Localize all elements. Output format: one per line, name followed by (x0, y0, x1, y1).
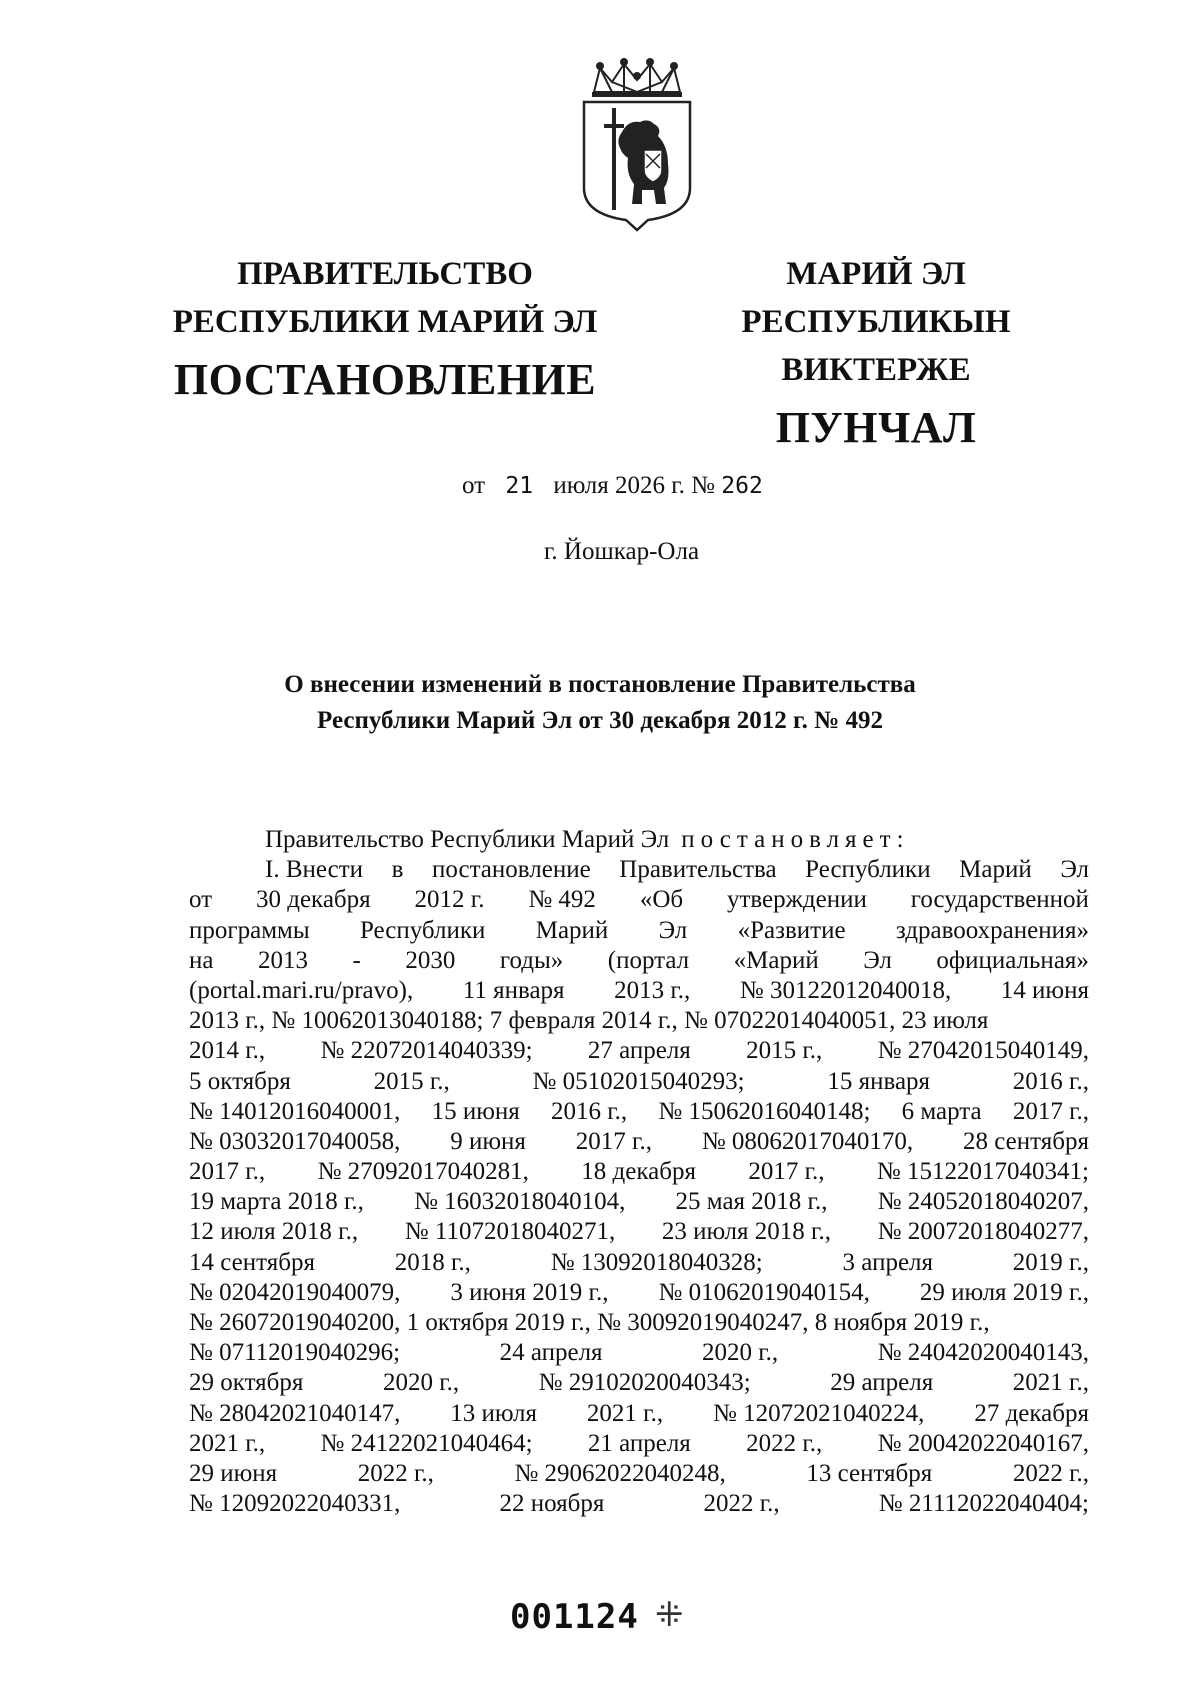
body-line (189, 1036, 1089, 1066)
document-body (189, 825, 1089, 1519)
body-word: № 29102020040343; (538, 1369, 751, 1397)
body-word: 2017 г., (575, 1127, 652, 1155)
body-word: Эл (1060, 856, 1089, 884)
body-word: № 14012016040001, (189, 1097, 401, 1125)
body-line (189, 1429, 1089, 1459)
body-word: 2022 г., (703, 1490, 780, 1518)
body-word: 29 июня (189, 1459, 278, 1487)
body-word: 11 января (462, 976, 565, 1004)
body-line (189, 946, 1089, 976)
body-word: - (352, 946, 361, 974)
body-word: 3 апреля (842, 1248, 934, 1276)
body-word: 2021 г., (586, 1399, 664, 1427)
body-line (189, 1157, 1089, 1187)
body-line (189, 916, 1089, 946)
body-word: в (391, 856, 404, 884)
body-word: 2017 г., (189, 1158, 266, 1186)
stamp-mark-icon: ⁜ (655, 1597, 684, 1634)
body-word: 2017 г., (748, 1158, 825, 1186)
body-word: программы (189, 916, 310, 944)
header-right (656, 250, 1096, 458)
body-word: 2015 г., (373, 1067, 450, 1095)
body-word: 5 октября (189, 1067, 291, 1095)
body-line (189, 1097, 1089, 1127)
body-word: № 01062019040154, (658, 1278, 870, 1306)
org-name-mari-line2: ВИКТЕРЖЕ (781, 352, 971, 388)
body-word: официальная» (936, 946, 1089, 974)
body-word: № 22072014040339; (320, 1037, 533, 1065)
body-word: 15 июня (431, 1097, 520, 1125)
body-word: «Развитие (737, 916, 846, 944)
body-line (189, 1338, 1089, 1368)
body-word: 27 апреля (587, 1037, 691, 1065)
body-line (189, 1217, 1089, 1247)
body-word: № 16032018040104, (414, 1188, 626, 1216)
body-word: 2013 г., (614, 976, 691, 1004)
body-word: № 492 (528, 886, 596, 914)
document-city: г. Йошкар-Ола (544, 538, 700, 565)
body-word: 2019 г., (1012, 1248, 1089, 1276)
body-word: № 15122017040341; (876, 1158, 1089, 1186)
body-word: 2014 г., (189, 1037, 266, 1065)
body-word: 2013 г., № 10062013040188; 7 февраля 2014 г., № 07022014040051, 23 июля (189, 1007, 989, 1035)
body-word: 3 июня 2019 г., (450, 1278, 609, 1306)
body-word: № 28042021040147, (189, 1399, 401, 1427)
serial-number: 001124 (510, 1597, 639, 1637)
body-line (189, 1308, 1089, 1338)
body-paragraph (189, 855, 1089, 1519)
body-word: 22 ноября (499, 1490, 605, 1518)
org-name-mari-line1: МАРИЙ ЭЛ РЕСПУБЛИКЫН (741, 256, 1011, 340)
body-word: № 12072021040224, (713, 1399, 925, 1427)
body-word: 12 июля 2018 г., (189, 1218, 359, 1246)
doc-type-mari: ПУНЧАЛ (775, 403, 977, 452)
body-word: (portal.mari.ru/pravo), (189, 976, 414, 1004)
body-word: 29 октября (189, 1369, 304, 1397)
title-line-2: Республики Марий Эл от 30 декабря 2012 г. № 492 (317, 707, 883, 734)
body-word: 2018 г., (394, 1248, 471, 1276)
body-word: Республики (359, 916, 486, 944)
body-line (189, 1489, 1089, 1519)
date-day: 21 (505, 473, 534, 499)
document-title (200, 667, 1000, 739)
body-word: № 24042020040143, (877, 1339, 1089, 1367)
body-word: 2021 г., (1012, 1369, 1089, 1397)
body-word: (портал (607, 946, 690, 974)
body-word: 6 марта (901, 1097, 982, 1125)
body-word: 2012 г. (414, 886, 485, 914)
body-word: 29 июля 2019 г., (919, 1278, 1089, 1306)
body-intro (189, 825, 1089, 855)
intro-verb: постановляет: (681, 826, 910, 853)
body-word: 2016 г., (550, 1097, 628, 1125)
body-word: 28 сентября (963, 1127, 1089, 1155)
body-word: 2015 г., (746, 1037, 823, 1065)
body-word: 9 июня (450, 1127, 526, 1155)
body-word: № 07112019040296; (189, 1339, 401, 1367)
body-word: здравоохранения» (895, 916, 1089, 944)
body-word: № 05102015040293; (532, 1067, 745, 1095)
document-date (462, 472, 763, 500)
body-word: № 03032017040058, (189, 1127, 401, 1155)
doc-type-ru: ПОСТАНОВЛЕНИЕ (173, 355, 597, 404)
body-line (189, 1127, 1089, 1157)
body-line (189, 855, 1089, 885)
date-prefix: от (462, 472, 486, 499)
body-line (189, 885, 1089, 915)
body-word: № 26072019040200, 1 октября 2019 г., № 30092019040247, 8 ноября 2019 г., (189, 1309, 990, 1336)
body-line (189, 1459, 1089, 1489)
body-word: Марий (535, 916, 609, 944)
body-word: № 20072018040277, (877, 1218, 1089, 1246)
body-word: Правительства (619, 856, 777, 884)
body-line (189, 1006, 1089, 1036)
body-word: 2022 г., (357, 1459, 434, 1487)
body-word: утверждении (726, 886, 867, 914)
body-word: 2016 г., (1012, 1067, 1089, 1095)
body-word: № 02042019040079, (189, 1278, 401, 1306)
body-word: № 15062016040148; (658, 1097, 871, 1125)
body-word: 2013 (257, 946, 308, 974)
body-word: 2022 г., (1012, 1459, 1089, 1487)
body-word: 14 июня (1000, 976, 1089, 1004)
body-word: № 27042015040149, (877, 1037, 1089, 1065)
body-word: I. Внести (265, 856, 363, 884)
body-word: годы» (499, 946, 564, 974)
body-word: постановление (431, 856, 591, 884)
body-word: Эл (863, 946, 892, 974)
body-word: государственной (910, 886, 1089, 914)
body-word: 23 июля 2018 г., (661, 1218, 831, 1246)
body-word: Марий (959, 856, 1032, 884)
intro-text: Правительство Республики Марий Эл (265, 826, 670, 853)
body-word: «Об (639, 886, 684, 914)
body-word: 15 января (827, 1067, 931, 1095)
body-word: 2021 г., (189, 1429, 266, 1457)
coat-of-arms-icon (572, 58, 702, 238)
body-word: № 11072018040271, (404, 1218, 616, 1246)
body-word: 14 сентября (189, 1248, 315, 1276)
body-line (189, 1278, 1089, 1308)
body-line (189, 1067, 1089, 1097)
body-word: № 24052018040207, (877, 1188, 1089, 1216)
body-word: № 27092017040281, (317, 1158, 529, 1186)
body-word: 21 апреля (587, 1429, 691, 1457)
body-word: № 21112022040404; (878, 1490, 1089, 1518)
body-word: 27 декабря (974, 1399, 1089, 1427)
body-word: «Марий (733, 946, 819, 974)
body-word: 19 марта 2018 г., (189, 1188, 364, 1216)
body-word: 2030 (405, 946, 456, 974)
body-line (189, 1187, 1089, 1217)
org-name-ru-line2: РЕСПУБЛИКИ МАРИЙ ЭЛ (172, 304, 598, 340)
body-word: № 13092018040328; (550, 1248, 763, 1276)
header-left (170, 250, 600, 410)
body-word: 2020 г., (702, 1339, 779, 1367)
body-word: № 30122012040018, (739, 976, 952, 1004)
body-line (189, 1248, 1089, 1278)
body-word: 2017 г., (1012, 1097, 1089, 1125)
title-line-1: О внесении изменений в постановление Правительства (284, 671, 916, 698)
body-line (189, 1399, 1089, 1429)
body-word: 29 апреля (830, 1369, 934, 1397)
body-word: № 12092022040331, (189, 1490, 401, 1518)
body-word: № 29062022040248, (514, 1459, 726, 1487)
body-word: № 08062017040170, (701, 1127, 914, 1155)
body-word: 25 мая 2018 г., (675, 1188, 828, 1216)
body-word: от (189, 886, 213, 914)
body-line (189, 976, 1089, 1006)
date-month-year: июля 2026 г. № (553, 472, 716, 499)
body-word: 18 декабря (581, 1158, 696, 1186)
body-word: 2020 г., (382, 1369, 460, 1397)
body-word: 30 декабря (255, 886, 371, 914)
body-word: № 20042022040167, (877, 1429, 1089, 1457)
document-number: 262 (721, 473, 763, 499)
body-word: № 24122021040464; (320, 1429, 533, 1457)
body-word: Эл (658, 916, 688, 944)
body-word: 13 июля (450, 1399, 537, 1427)
org-name-ru-line1: ПРАВИТЕЛЬСТВО (237, 256, 533, 292)
body-word: 13 сентября (806, 1459, 933, 1487)
body-word: Республики (805, 856, 931, 884)
body-line (189, 1368, 1089, 1398)
body-word: на (189, 946, 214, 974)
body-word: 24 апреля (499, 1339, 603, 1367)
body-word: 2022 г., (746, 1429, 823, 1457)
